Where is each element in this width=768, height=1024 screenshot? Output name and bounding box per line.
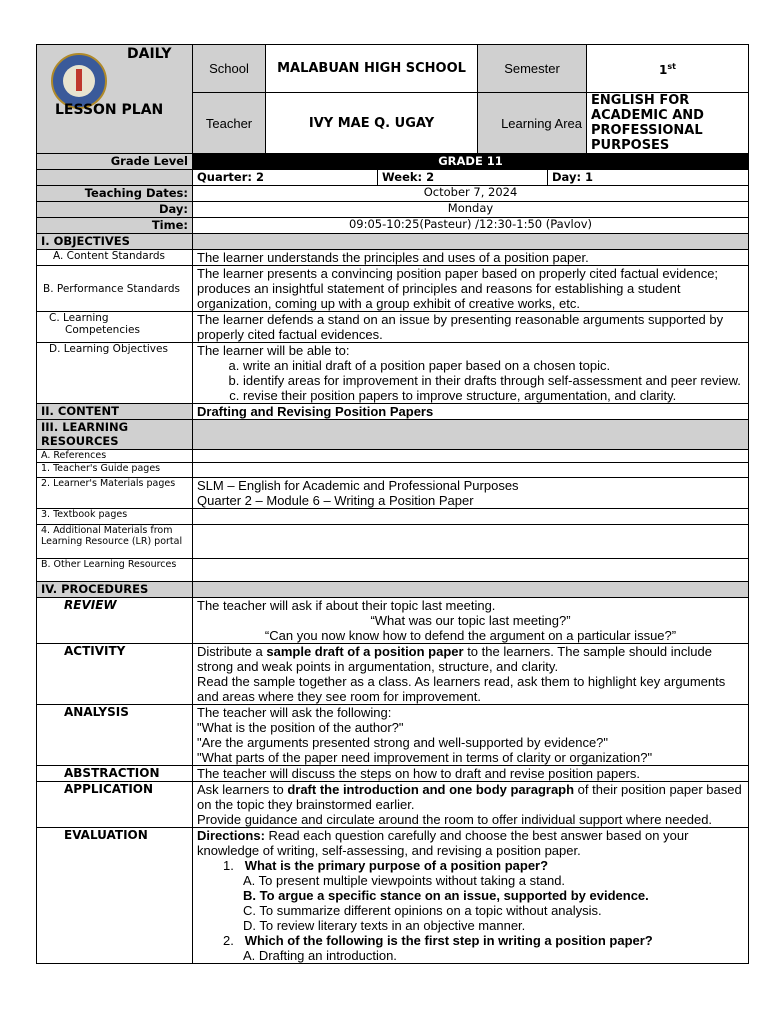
grade-level-value: GRADE 11 xyxy=(193,154,749,170)
semester-value: 1st xyxy=(587,45,749,93)
lo-intro: The learner will be able to: xyxy=(197,343,350,358)
time-value: 09:05-10:25(Pasteur) /12:30-1:50 (Pavlov) xyxy=(193,218,749,234)
week-value: Week: 2 xyxy=(378,170,548,186)
objectives-heading-fill xyxy=(193,234,749,250)
content-value: Drafting and Revising Position Papers xyxy=(193,404,749,420)
competencies-label-line1: C. Learning xyxy=(49,312,109,324)
lm-value-line1: SLM – English for Academic and Professional Purposes xyxy=(197,478,519,493)
teaching-dates-value: October 7, 2024 xyxy=(193,186,749,202)
learning-competencies-label xyxy=(37,312,193,343)
activity-cell xyxy=(193,644,749,705)
lo-list xyxy=(197,358,744,403)
analysis-label: ANALYSIS xyxy=(37,705,193,766)
learning-area-value: ENGLISH FOR ACADEMIC AND PROFESSIONAL PURPOSES xyxy=(587,93,749,154)
application-label: APPLICATION xyxy=(37,782,193,828)
learners-materials-value xyxy=(193,478,749,509)
activity-line2: Read the sample together as a class. As learners read, ask them to highlight key arguments and areas where they see room for improvement. xyxy=(197,674,726,704)
teacher-value: IVY MAE Q. UGAY xyxy=(266,93,478,154)
list-item: c. revise their position papers to improve structure, argumentation, and clarity. xyxy=(243,388,744,403)
day-value: Monday xyxy=(193,202,749,218)
q1-option-b: B. To argue a specific stance on an issue, supported by evidence. xyxy=(243,888,649,903)
question-2: 2. Which of the following is the first step in writing a position paper? xyxy=(223,933,653,948)
analysis-line4: "What parts of the paper need improvement in terms of clarity or organization?" xyxy=(197,750,653,765)
procedures-heading: IV. PROCEDURES xyxy=(37,582,193,598)
evaluation-label: EVALUATION xyxy=(37,828,193,964)
learners-materials-label: 2. Learner's Materials pages xyxy=(37,478,193,509)
additional-materials-value xyxy=(193,525,749,559)
review-label: REVIEW xyxy=(37,598,193,644)
list-item: a. write an initial draft of a position paper based on a chosen topic. xyxy=(243,358,744,373)
q1-option-d: D. To review literary texts in an objective manner. xyxy=(243,918,526,933)
other-resources-value xyxy=(193,559,749,582)
school-value: MALABUAN HIGH SCHOOL xyxy=(266,45,478,93)
title-lesson-plan: LESSON PLAN xyxy=(55,102,164,118)
q1-option-a: A. To present multiple viewpoints without taking a stand. xyxy=(243,873,566,888)
teachers-guide-value xyxy=(193,463,749,478)
content-heading: II. CONTENT xyxy=(37,404,193,420)
lm-value-line2: Quarter 2 – Module 6 – Writing a Position Paper xyxy=(197,493,474,508)
list-item: b. identify areas for improvement in their drafts through self-assessment and peer review. xyxy=(243,373,744,388)
analysis-cell xyxy=(193,705,749,766)
objectives-heading: I. OBJECTIVES xyxy=(37,234,193,250)
review-line3: “Can you now know how to defend the argument on a particular issue?” xyxy=(264,628,677,643)
lesson-plan-page xyxy=(36,44,748,964)
lesson-plan-table xyxy=(36,44,749,964)
learning-competencies-text: The learner defends a stand on an issue by presenting reasonable arguments supported by properly cited factual evidences. xyxy=(193,312,749,343)
semester-label: Semester xyxy=(478,45,587,93)
application-cell xyxy=(193,782,749,828)
deped-seal-icon xyxy=(51,53,107,109)
other-resources-label: B. Other Learning Resources xyxy=(37,559,193,582)
learning-resources-heading: III. LEARNING RESOURCES xyxy=(37,420,193,450)
performance-standards-label: B. Performance Standards xyxy=(37,266,193,312)
quarter-value: Quarter: 2 xyxy=(193,170,378,186)
school-label: School xyxy=(193,45,266,93)
q1-option-c: C. To summarize different opinions on a topic without analysis. xyxy=(243,903,602,918)
title-cell xyxy=(37,45,193,154)
learning-area-label: Learning Area xyxy=(478,93,587,154)
time-label: Time: xyxy=(37,218,193,234)
activity-label: ACTIVITY xyxy=(37,644,193,705)
analysis-line1: The teacher will ask the following: xyxy=(197,705,392,720)
activity-line1: Distribute a sample draft of a position paper to the learners. The sample should include strong and weak points in argumentation, structure, and clarity. xyxy=(197,644,712,674)
quarter-spacer xyxy=(37,170,193,186)
textbook-value xyxy=(193,509,749,525)
content-standards-label: A. Content Standards xyxy=(37,250,193,266)
grade-level-label: Grade Level xyxy=(37,154,193,170)
references-label: A. References xyxy=(37,450,193,463)
abstraction-label: ABSTRACTION xyxy=(37,766,193,782)
day-label: Day: xyxy=(37,202,193,218)
application-line2: Provide guidance and circulate around the room to offer individual support where needed. xyxy=(197,812,713,827)
competencies-label-line2: Competencies xyxy=(65,324,140,336)
performance-standards-text: The learner presents a convincing position paper based on properly cited factual evidence; produces an insightful statement of principles and reasons for establishing a student organization, coming up with a group exhibit of creative works, etc. xyxy=(193,266,749,312)
references-value xyxy=(193,450,749,463)
day-number-value: Day: 1 xyxy=(548,170,749,186)
review-cell xyxy=(193,598,749,644)
content-standards-text: The learner understands the principles and uses of a position paper. xyxy=(193,250,749,266)
learning-objectives-label: D. Learning Objectives xyxy=(37,343,193,404)
question-1: 1. What is the primary purpose of a position paper? xyxy=(223,858,549,873)
review-line1: The teacher will ask if about their topic last meeting. xyxy=(197,598,496,613)
teacher-label: Teacher xyxy=(193,93,266,154)
procedures-fill xyxy=(193,582,749,598)
abstraction-text: The teacher will discuss the steps on how to draft and revise position papers. xyxy=(193,766,749,782)
learning-resources-fill xyxy=(193,420,749,450)
teaching-dates-label: Teaching Dates: xyxy=(37,186,193,202)
q2-option-a: A. Drafting an introduction. xyxy=(243,948,397,963)
title-daily: DAILY xyxy=(127,46,172,62)
evaluation-directions: Directions: Read each question carefully and choose the best answer based on your knowledge of writing, self-assessing, and revising a position paper. xyxy=(197,828,689,858)
teachers-guide-label: 1. Teacher's Guide pages xyxy=(37,463,193,478)
analysis-line2: "What is the position of the author?" xyxy=(197,720,404,735)
additional-materials-label: 4. Additional Materials from Learning Resource (LR) portal xyxy=(37,525,193,559)
evaluation-cell xyxy=(193,828,749,964)
review-line2: “What was our topic last meeting?” xyxy=(370,613,571,628)
learning-objectives-cell xyxy=(193,343,749,404)
application-line1: Ask learners to draft the introduction and one body paragraph of their position paper based on the topic they brainstormed earlier. xyxy=(197,782,742,812)
analysis-line3: "Are the arguments presented strong and well-supported by evidence?" xyxy=(197,735,609,750)
textbook-label: 3. Textbook pages xyxy=(37,509,193,525)
